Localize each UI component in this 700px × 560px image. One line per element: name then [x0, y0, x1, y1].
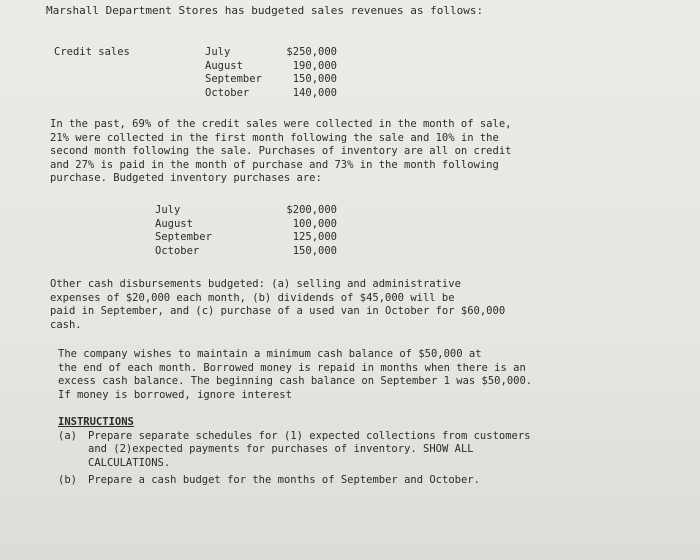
month-cell: July [205, 46, 231, 58]
collections-paragraph [50, 118, 630, 186]
month-cell: September [155, 231, 212, 243]
month-cell: September [205, 73, 262, 85]
table-row [155, 245, 337, 259]
instruction-text [88, 474, 638, 488]
paragraph-line: If money is borrowed, ignore interest [58, 388, 292, 401]
credit-sales-label: Credit sales [54, 46, 130, 58]
credit-sales-table [205, 46, 337, 100]
instruction-label: (a) [58, 429, 77, 442]
instructions-title: INSTRUCTIONS [58, 416, 134, 428]
instruction-line: CALCULATIONS. [88, 456, 171, 469]
month-cell: August [155, 217, 193, 230]
instruction-line: and (2)expected payments for purchases of inventory. SHOW ALL [88, 443, 474, 455]
purchases-table [155, 204, 337, 258]
table-row [205, 60, 337, 74]
instruction-text [88, 430, 638, 471]
document-heading: Marshall Department Stores has budgeted sales revenues as follows: [46, 4, 484, 17]
month-cell: October [155, 244, 200, 257]
value-cell: 150,000 [292, 73, 337, 85]
paragraph-line: expenses of $20,000 each month, (b) dividends of $45,000 will be [50, 291, 455, 304]
value-cell: 140,000 [292, 86, 337, 99]
table-row [205, 87, 337, 101]
table-row [205, 46, 337, 60]
month-cell: August [205, 59, 243, 72]
paragraph-line: purchase. Budgeted inventory purchases are: [50, 172, 322, 184]
cash-balance-paragraph [58, 348, 638, 402]
paragraph-line: In the past, 69% of the credit sales were collected in the month of sale, [50, 118, 512, 130]
instruction-item [58, 474, 638, 488]
value-cell: 150,000 [292, 244, 337, 257]
value-cell: 190,000 [292, 59, 337, 72]
paragraph-line: 21% were collected in the first month following the sale and 10% in the [50, 131, 499, 144]
instruction-line: Prepare separate schedules for (1) expected collections from customers [88, 429, 531, 442]
table-row [155, 231, 337, 245]
paragraph-line: The company wishes to maintain a minimum cash balance of $50,000 at [58, 348, 482, 360]
value-cell: 100,000 [292, 217, 337, 230]
paragraph-line: second month following the sale. Purchases of inventory are all on credit [50, 145, 512, 157]
disbursements-paragraph [50, 278, 630, 332]
value-cell: $250,000 [286, 46, 337, 58]
table-row [155, 218, 337, 232]
paragraph-line: and 27% is paid in the month of purchase and 73% in the month following [50, 158, 499, 171]
paragraph-line: excess cash balance. The beginning cash balance on September 1 was $50,000. [58, 375, 533, 387]
instructions-section [58, 416, 638, 488]
value-cell: 125,000 [292, 231, 337, 243]
paragraph-line: paid in September, and (c) purchase of a used van in October for $60,000 [50, 305, 506, 317]
table-row [205, 73, 337, 87]
paragraph-line: the end of each month. Borrowed money is repaid in months when there is an [58, 361, 526, 374]
month-cell: October [205, 86, 250, 99]
instruction-line: Prepare a cash budget for the months of September and October. [88, 474, 480, 486]
paragraph-line: cash. [50, 318, 82, 331]
instruction-item [58, 430, 638, 471]
table-row [155, 204, 337, 218]
value-cell: $200,000 [286, 204, 337, 216]
month-cell: July [155, 204, 181, 216]
paragraph-line: Other cash disbursements budgeted: (a) selling and administrative [50, 278, 461, 290]
instruction-label: (b) [58, 474, 77, 486]
